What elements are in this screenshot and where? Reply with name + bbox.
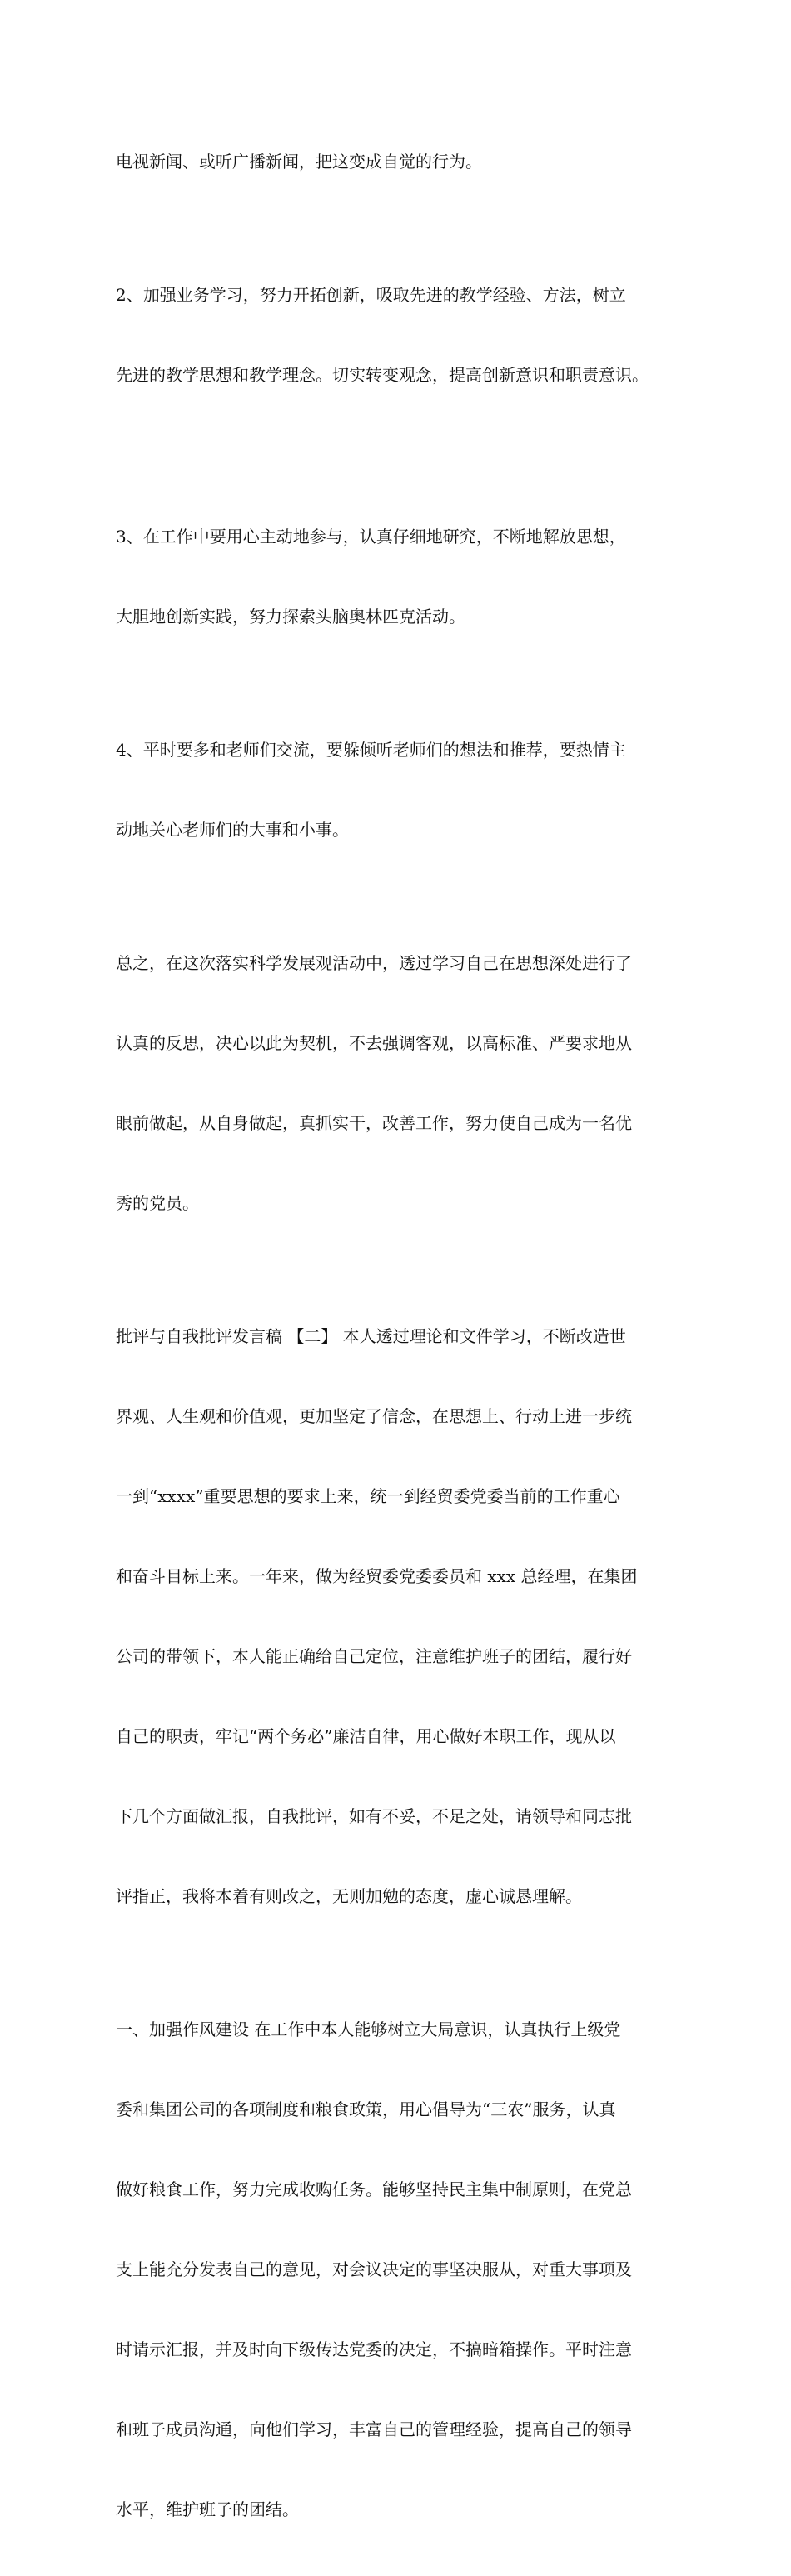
paragraph-4 [116, 683, 699, 896]
paragraph-3 [116, 470, 699, 683]
text-line: 自己的职责，牢记“两个务必”廉洁自律，用心做好本职工作，现从以 [116, 1726, 616, 1746]
text-line: 和奋斗目标上来。一年来，做为经贸委党委委员和 xxx 总经理，在集团 [116, 1566, 638, 1586]
paragraph-6 [116, 1270, 699, 1963]
paragraph-7 [116, 1963, 699, 2576]
paragraph-2 [116, 228, 699, 442]
text-line: 秀的党员。 [116, 1193, 199, 1213]
text-line: 2、加强业务学习，努力开拓创新，吸取先进的教学经验、方法，树立 [116, 285, 626, 305]
text-line: 支上能充分发表自己的意见，对会议决定的事坚决服从，对重大事项及 [116, 2259, 632, 2279]
document-body [116, 95, 699, 2576]
text-line: 大胆地创新实践，努力探索头脑奥林匹克活动。 [116, 607, 465, 627]
text-line: 委和集团公司的各项制度和粮食政策，用心倡导为“三农”服务，认真 [116, 2099, 616, 2119]
text-line: 水平，维护班子的团结。 [116, 2499, 299, 2519]
text-line: 和班子成员沟通，向他们学习，丰富自己的管理经验，提高自己的领导 [116, 2419, 632, 2439]
text-line: 眼前做起，从自身做起，真抓实干，改善工作，努力使自己成为一名优 [116, 1113, 632, 1133]
text-line: 界观、人生观和价值观，更加坚定了信念，在思想上、行动上进一步统 [116, 1406, 632, 1426]
text-line: 公司的带领下，本人能正确给自己定位，注意维护班子的团结，履行好 [116, 1646, 632, 1666]
text-line: 评指正，我将本着有则改之，无则加勉的态度，虚心诚恳理解。 [116, 1886, 582, 1906]
text-line: 时请示汇报，并及时向下级传达党委的决定，不搞暗箱操作。平时注意 [116, 2339, 632, 2359]
text-line: 做好粮食工作，努力完成收购任务。能够坚持民主集中制原则，在党总 [116, 2179, 632, 2199]
text-line: 3、在工作中要用心主动地参与，认真仔细地研究，不断地解放思想， [116, 527, 626, 547]
text-line: 一到“xxxx”重要思想的要求上来，统一到经贸委党委当前的工作重心 [116, 1486, 620, 1506]
paragraph-5 [116, 896, 699, 1270]
text-line: 先进的教学思想和教学理念。切实转变观念，提高创新意识和职责意识。 [116, 365, 649, 385]
text-line: 一、加强作风建设 在工作中本人能够树立大局意识，认真执行上级党 [116, 2019, 621, 2039]
text-line: 总之，在这次落实科学发展观活动中，透过学习自己在思想深处进行了 [116, 953, 632, 973]
text-line: 认真的反思，决心以此为契机，不去强调客观，以高标准、严要求地从 [116, 1033, 632, 1053]
paragraph-1 [116, 95, 699, 228]
text-line: 动地关心老师们的大事和小事。 [116, 820, 349, 840]
text-line: 批评与自我批评发言稿 【二】 本人透过理论和文件学习，不断改造世 [116, 1326, 626, 1346]
text-line: 电视新闻、或听广播新闻，把这变成自觉的行为。 [116, 152, 482, 172]
text-line: 下几个方面做汇报，自我批评，如有不妥，不足之处，请领导和同志批 [116, 1806, 632, 1826]
text-line: 4、平时要多和老师们交流，要躲倾听老师们的想法和推荐，要热情主 [116, 740, 626, 760]
